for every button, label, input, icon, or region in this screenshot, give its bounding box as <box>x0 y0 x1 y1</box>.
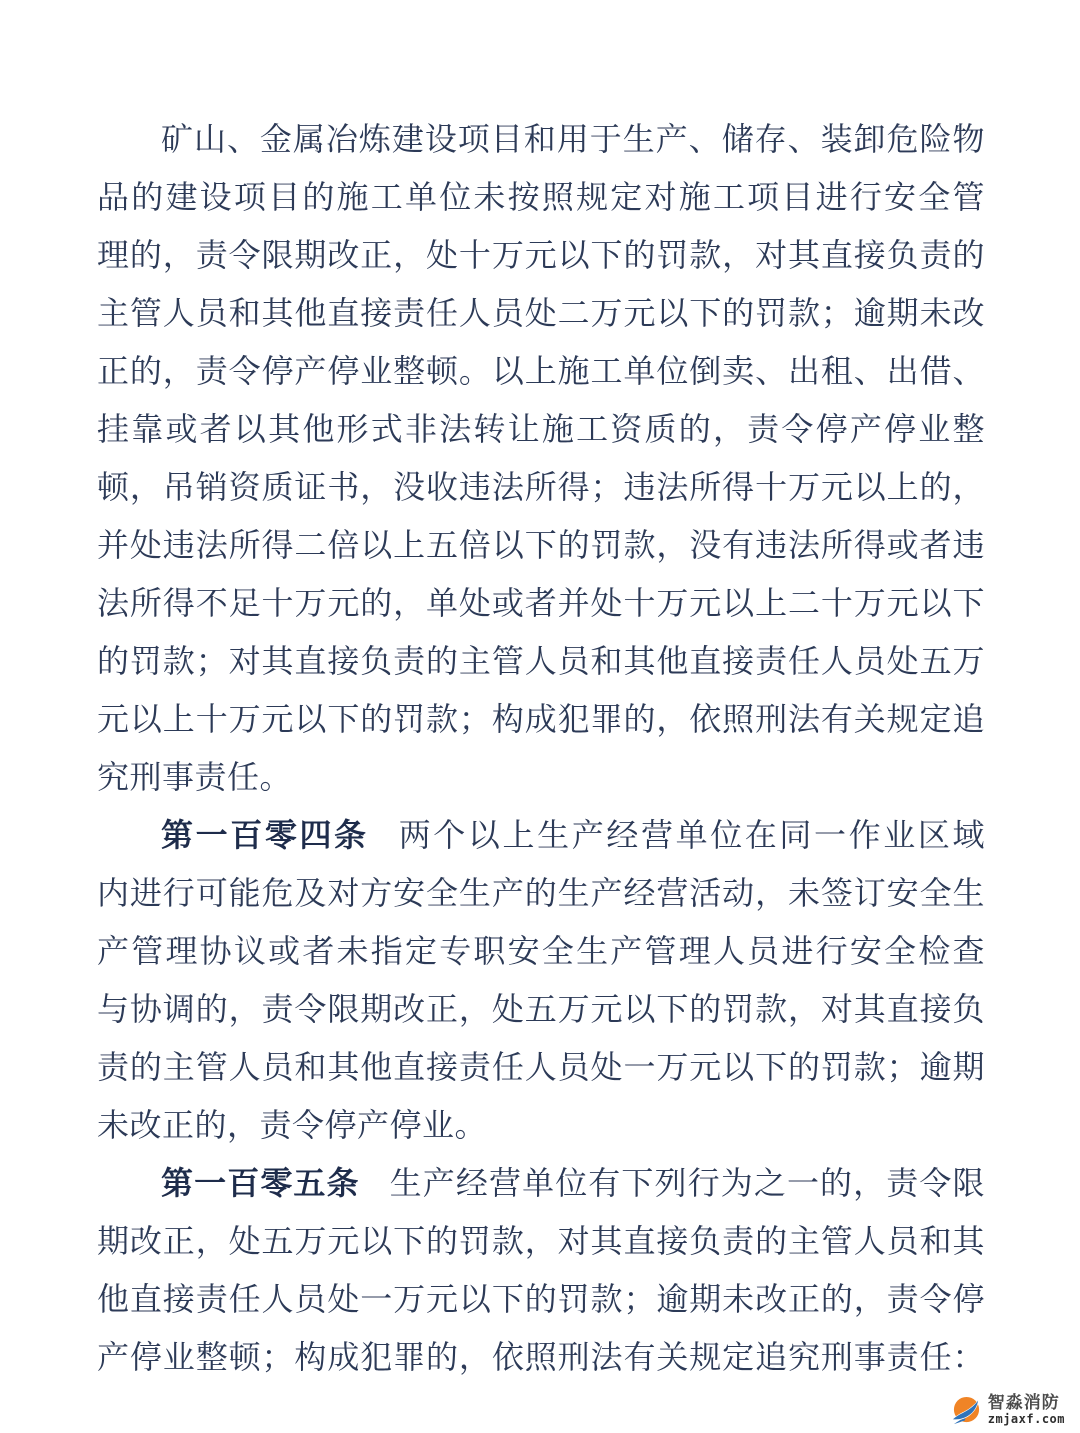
line-text: 理的，责令限期改正，处十万元以下的罚款，对其直接负责的 <box>97 237 985 273</box>
text-line <box>97 1096 985 1154</box>
line-text: 元以上十万元以下的罚款；构成犯罪的，依照刑法有关规定追 <box>97 701 985 737</box>
line-text: 挂靠或者以其他形式非法转让施工资质的，责令停产停业整 <box>97 411 985 447</box>
line-text: 的罚款；对其直接负责的主管人员和其他直接责任人员处五万 <box>97 643 985 679</box>
article-number: 第一百零五条 <box>161 1164 360 1202</box>
line-text: 正的，责令停产停业整顿。以上施工单位倒卖、出租、出借、 <box>97 353 985 389</box>
text-line <box>97 110 985 168</box>
text-line <box>97 748 985 806</box>
text-line <box>97 1038 985 1096</box>
line-text: 内进行可能危及对方安全生产的生产经营活动，未签订安全生 <box>97 875 985 911</box>
line-text: 与协调的，责令限期改正，处五万元以下的罚款，对其直接负 <box>97 991 985 1027</box>
text-line <box>97 400 985 458</box>
line-text: 期改正，处五万元以下的罚款，对其直接负责的主管人员和其 <box>97 1223 985 1259</box>
line-text: 矿山、金属冶炼建设项目和用于生产、储存、装卸危险物 <box>161 121 985 157</box>
text-line <box>97 980 985 1038</box>
text-line <box>97 1270 985 1328</box>
text-line <box>97 806 985 864</box>
text-line <box>97 632 985 690</box>
line-text: 生产经营单位有下列行为之一的，责令限 <box>389 1165 985 1201</box>
text-line <box>97 458 985 516</box>
text-line <box>97 168 985 226</box>
document-lines <box>97 110 985 1386</box>
text-line <box>97 1328 985 1386</box>
text-line <box>97 516 985 574</box>
text-line <box>97 574 985 632</box>
brand-logo-icon <box>951 1395 982 1426</box>
line-text: 责的主管人员和其他直接责任人员处一万元以下的罚款；逾期 <box>97 1049 985 1085</box>
line-text: 他直接责任人员处一万元以下的罚款；逾期未改正的，责令停 <box>97 1281 985 1317</box>
text-line <box>97 690 985 748</box>
text-line <box>97 922 985 980</box>
text-line <box>97 864 985 922</box>
text-line <box>97 1212 985 1270</box>
line-text: 主管人员和其他直接责任人员处二万元以下的罚款；逾期未改 <box>97 295 985 331</box>
line-text: 并处违法所得二倍以上五倍以下的罚款，没有违法所得或者违 <box>97 527 985 563</box>
text-line <box>97 342 985 400</box>
text-line <box>97 284 985 342</box>
watermark-site: zmjaxf.com <box>987 1412 1065 1427</box>
line-text: 产管理协议或者未指定专职安全生产管理人员进行安全检查 <box>97 933 985 969</box>
line-text: 品的建设项目的施工单位未按照规定对施工项目进行安全管 <box>97 179 985 215</box>
line-text: 两个以上生产经营单位在同一作业区域 <box>398 817 985 853</box>
text-line <box>97 1154 985 1212</box>
line-text: 产停业整顿；构成犯罪的，依照刑法有关规定追究刑事责任： <box>97 1339 985 1375</box>
line-text: 究刑事责任。 <box>97 759 293 795</box>
watermark-brand: 智淼消防 <box>987 1393 1060 1414</box>
line-text: 未改正的，责令停产停业。 <box>97 1107 488 1143</box>
watermark <box>951 1395 1065 1426</box>
line-text: 法所得不足十万元的，单处或者并处十万元以上二十万元以下 <box>97 585 985 621</box>
line-text: 顿，吊销资质证书，没收违法所得；违法所得十万元以上的， <box>97 469 985 505</box>
text-line <box>97 226 985 284</box>
article-number: 第一百零四条 <box>161 816 369 854</box>
